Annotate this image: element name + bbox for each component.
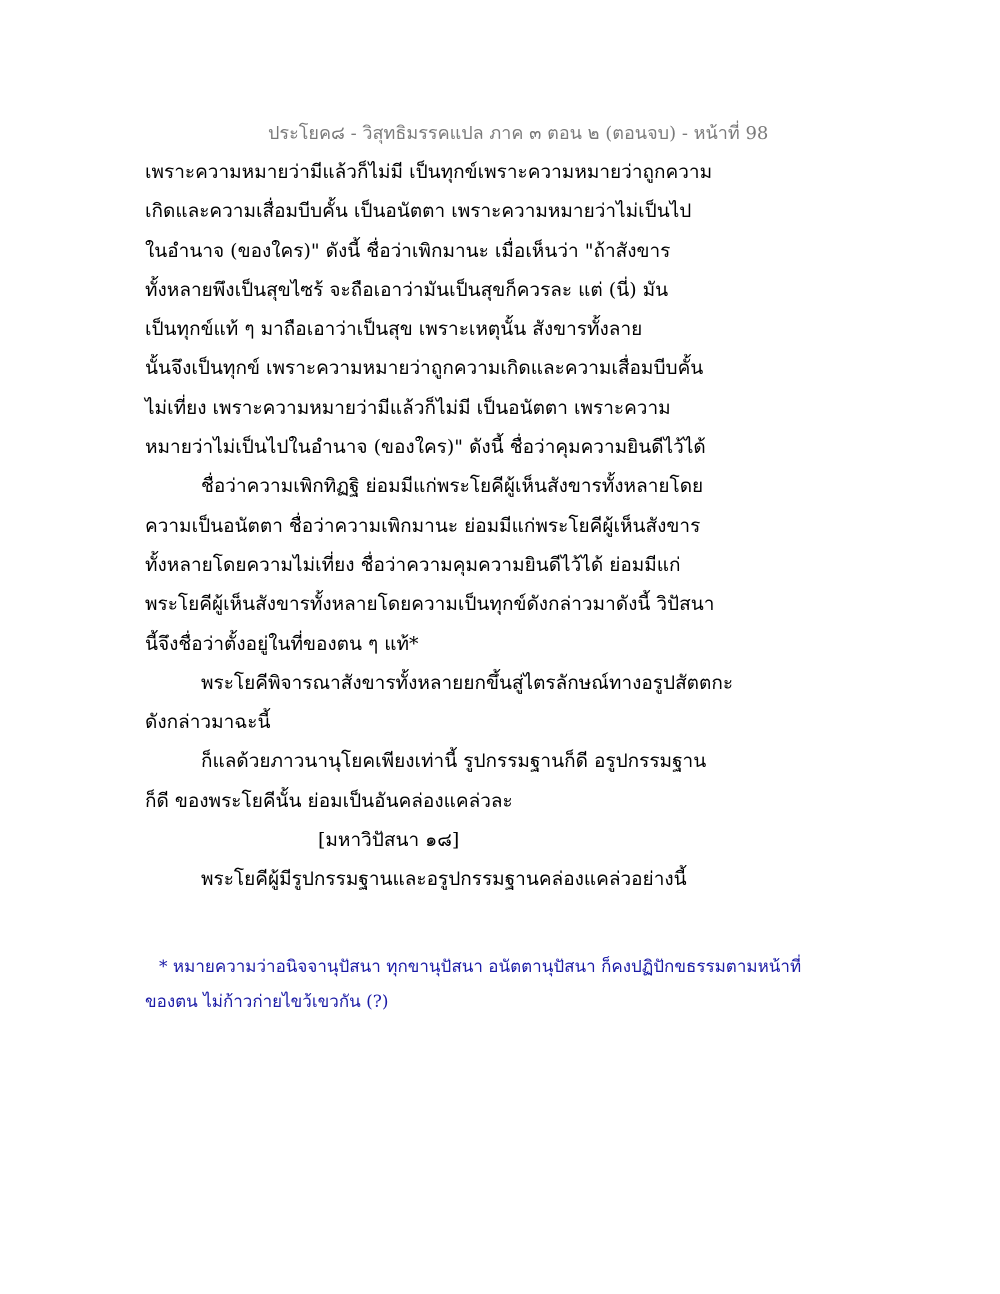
footnote-line: ของตน ไม่ก้าวก่ายไขว้เขวกัน (?)	[145, 992, 389, 1012]
body-line: ทั้งหลายพึงเป็นสุขไซร้ จะถือเอาว่ามันเป็นสุขก็ควรละ แต่ (นี่) มัน	[145, 278, 669, 301]
footnote-line: * หมายความว่าอนิจจานุปัสนา ทุกขานุปัสนา อนัตตานุปัสนา ก็คงปฏิปักขธรรมตามหน้าที่	[159, 957, 802, 977]
body-line: ไม่เที่ยง เพราะความหมายว่ามีแล้วก็ไม่มี เป็นอนัตตา เพราะความ	[145, 396, 671, 419]
body-line: เกิดและความเสื่อมบีบคั้น เป็นอนัตตา เพราะความหมายว่าไม่เป็นไป	[145, 200, 692, 223]
body-line: ก็ดี ของพระโยคีนั้น ย่อมเป็นอันคล่องแคล่วละ	[145, 789, 513, 812]
paragraph-start-line: พระโยคีผู้มีรูปกรรมฐานและอรูปกรรมฐานคล่องแคล่วอย่างนี้	[201, 868, 687, 891]
body-line: พระโยคีผู้เห็นสังขารทั้งหลายโดยความเป็นทุกข์ดังกล่าวมาดังนี้ วิปัสนา	[145, 593, 715, 616]
paragraph-start-line: ชื่อว่าความเพิกทิฏฐิ ย่อมมีแก่พระโยคีผู้เห็นสังขารทั้งหลายโดย	[201, 475, 704, 498]
body-line: หมายว่าไม่เป็นไปในอำนาจ (ของใคร)" ดังนี้ ชื่อว่าคุมความยินดีไว้ได้	[145, 436, 706, 459]
body-line: นี้จึงชื่อว่าตั้งอยู่ในที่ของตน ๆ แท้*	[145, 632, 419, 655]
body-line: ทั้งหลายโดยความไม่เที่ยง ชื่อว่าความคุมความยินดีไว้ได้ ย่อมมีแก่	[145, 553, 681, 576]
footnote	[145, 950, 845, 1020]
body-text	[145, 153, 745, 900]
body-line: ดังกล่าวมาฉะนี้	[145, 711, 271, 734]
body-line: เป็นทุกข์แท้ ๆ มาถือเอาว่าเป็นสุข เพราะเหตุนั้น สังขารทั้งลาย	[145, 318, 643, 341]
section-reference: [มหาวิปัสนา ๑๘]	[318, 829, 460, 852]
body-line: ในอำนาจ (ของใคร)" ดังนี้ ชื่อว่าเพิกมานะ เมื่อเห็นว่า "ถ้าสังขาร	[145, 239, 671, 262]
paragraph-start-line: พระโยคีพิจารณาสังขารทั้งหลายยกขึ้นสู่ไตรลักษณ์ทางอรูปสัตตกะ	[201, 671, 734, 694]
body-line: นั้นจึงเป็นทุกข์ เพราะความหมายว่าถูกความเกิดและความเสื่อมบีบคั้น	[145, 357, 704, 380]
paragraph-start-line: ก็แลด้วยภาวนานุโยคเพียงเท่านี้ รูปกรรมฐานก็ดี อรูปกรรมฐาน	[201, 750, 707, 773]
page-header: ประโยค๘ - วิสุทธิมรรคแปล ภาค ๓ ตอน ๒ (ตอนจบ) - หน้าที่ 98	[268, 123, 769, 144]
body-line: เพราะความหมายว่ามีแล้วก็ไม่มี เป็นทุกข์เพราะความหมายว่าถูกความ	[145, 161, 713, 183]
body-line: ความเป็นอนัตตา ชื่อว่าความเพิกมานะ ย่อมมีแก่พระโยคีผู้เห็นสังขาร	[145, 514, 701, 537]
